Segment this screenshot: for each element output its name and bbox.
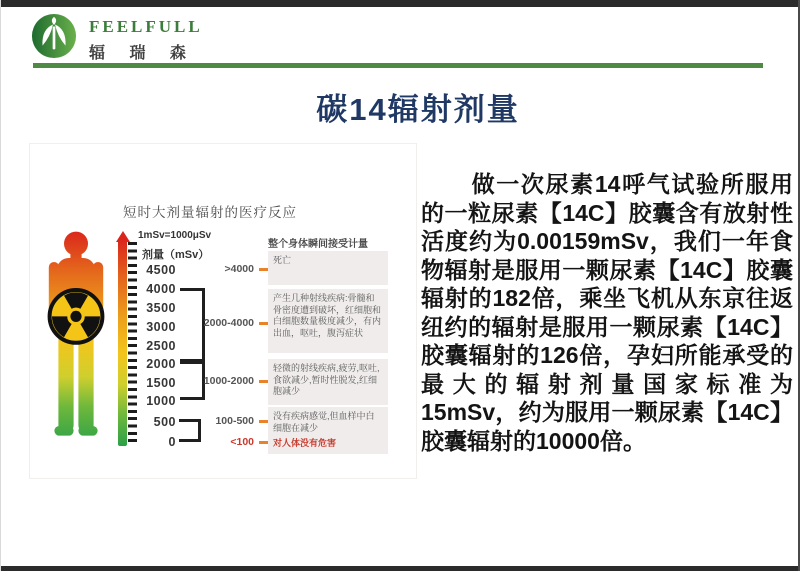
- brand-name-en: FEELFULL: [89, 17, 203, 36]
- radiation-trefoil-icon: [49, 290, 103, 343]
- diagram-title: 短时大剂量辐射的医疗反应: [123, 205, 297, 220]
- effect-box-bloodcount: 没有疾病感觉,但血样中白细胞在减少: [268, 407, 388, 434]
- effect-box-severe: 产生几种射线疾病:骨髓和骨密度遭到破坏，红细胞和白细胞数量极度减少，有内出血，呕吐，腹泻症状: [268, 289, 388, 353]
- brand-name-cn: 辐 瑞 森: [89, 45, 196, 62]
- range-label-safe: <100: [230, 436, 254, 448]
- scale-tick-label: 3000: [146, 320, 176, 334]
- range-label: 1000-2000: [203, 375, 254, 387]
- page-title: 碳14辐射剂量: [316, 92, 520, 127]
- brand-logo-icon: [31, 13, 77, 59]
- scale-tick-label: 3500: [146, 301, 176, 315]
- top-border-bar: [1, 0, 800, 7]
- scale-tick-label: 4500: [146, 263, 176, 277]
- bottom-border-bar: [1, 566, 800, 571]
- body-paragraph: 做一次尿素14呼气试验所服用的一粒尿素【14C】胶囊含有放射性活度约为0.00159mSv，我们一年食物辐射是服用一颗尿素【14C】胶囊辐射的182倍，乘坐飞机从东京往返纽约的辐射是服用一颗尿素【14C】胶囊辐射的126倍，孕妇所能承受的最大的辐射剂量国家标准为15mSv，约为服用一颗尿素【14C】胶囊辐射的10000倍。: [421, 171, 793, 454]
- scale-tick-label: 0: [168, 435, 176, 449]
- dose-scale-gradient-bar: [118, 240, 127, 446]
- scale-tick-label: 4000: [146, 282, 176, 296]
- range-label: 2000-4000: [203, 317, 254, 329]
- brand-text: [89, 17, 203, 63]
- scale-tick-label: 2500: [146, 339, 176, 353]
- header-accent-line: [33, 63, 763, 68]
- scale-tick-label: 1500: [146, 376, 176, 390]
- radiation-diagram: [29, 143, 417, 479]
- effect-box-mild: 轻微的射线疾病,疲劳,呕吐,食欲减少,暂时性脱发,红细胞减少: [268, 359, 388, 405]
- scale-tick-label: 1000: [146, 394, 176, 408]
- unit-conversion-note: 1mSv=1000μSv: [138, 230, 212, 241]
- effects-column-header: 整个身体瞬间接受计量: [268, 239, 368, 250]
- human-figure-graphic: [36, 230, 116, 446]
- effect-box-safe: 对人体没有危害: [268, 434, 388, 454]
- range-label: 100-500: [215, 415, 254, 427]
- scale-tick-label: 2000: [146, 357, 176, 371]
- scale-tick-label: 500: [153, 415, 176, 429]
- range-label: >4000: [224, 263, 254, 275]
- effect-box-death: 死亡: [268, 251, 388, 285]
- dose-axis-label: 剂量（mSv）: [142, 249, 210, 261]
